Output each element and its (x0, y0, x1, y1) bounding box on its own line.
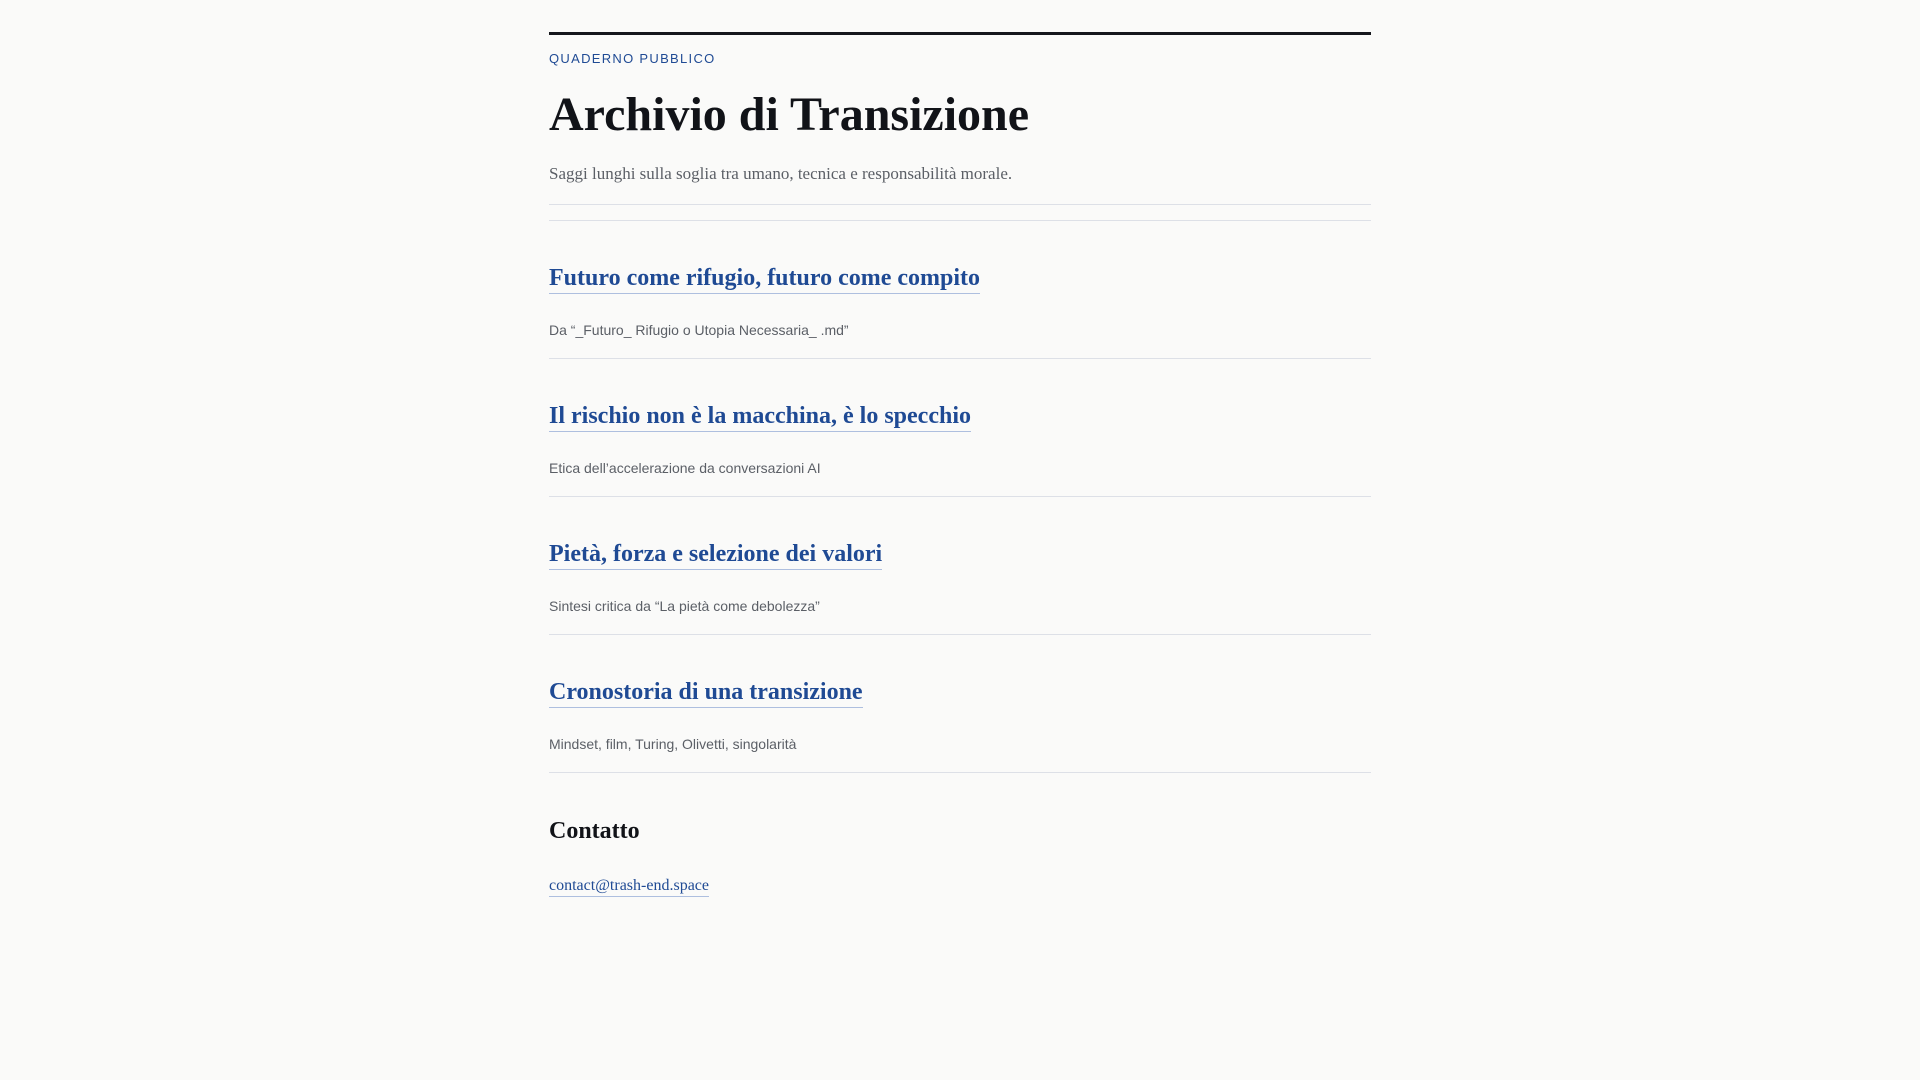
essay-item (549, 221, 1371, 359)
essay-link[interactable]: Cronostoria di una transizione (549, 677, 863, 708)
page-subtitle: Saggi lunghi sulla soglia tra umano, tecnica e responsabilità morale. (549, 164, 1013, 183)
essay-link[interactable]: Il rischio non è la macchina, è lo specchio (549, 401, 971, 432)
essay-description: Sintesi critica da “La pietà come debolezza” (549, 598, 820, 614)
page-title: Archivio di Transizione (549, 88, 1030, 141)
essay-list (549, 220, 1371, 773)
essay-link[interactable]: Futuro come rifugio, futuro come compito (549, 263, 980, 294)
essay-description: Etica dell’accelerazione da conversazioni AI (549, 460, 821, 476)
essay-description: Mindset, film, Turing, Olivetti, singolarità (549, 736, 797, 752)
essay-item (549, 359, 1371, 497)
essay-description: Da “_Futuro_ Rifugio o Utopia Necessaria_ .md” (549, 322, 849, 338)
top-rule (549, 32, 1371, 35)
header-divider (549, 204, 1371, 205)
essay-link[interactable]: Pietà, forza e selezione dei valori (549, 539, 882, 570)
essay-item (549, 635, 1371, 773)
essay-item (549, 497, 1371, 635)
contact-email-link[interactable]: contact@trash-end.space (549, 876, 709, 897)
contact-heading: Contatto (549, 818, 640, 844)
kicker-label: QUADERNO PUBBLICO (549, 51, 716, 66)
